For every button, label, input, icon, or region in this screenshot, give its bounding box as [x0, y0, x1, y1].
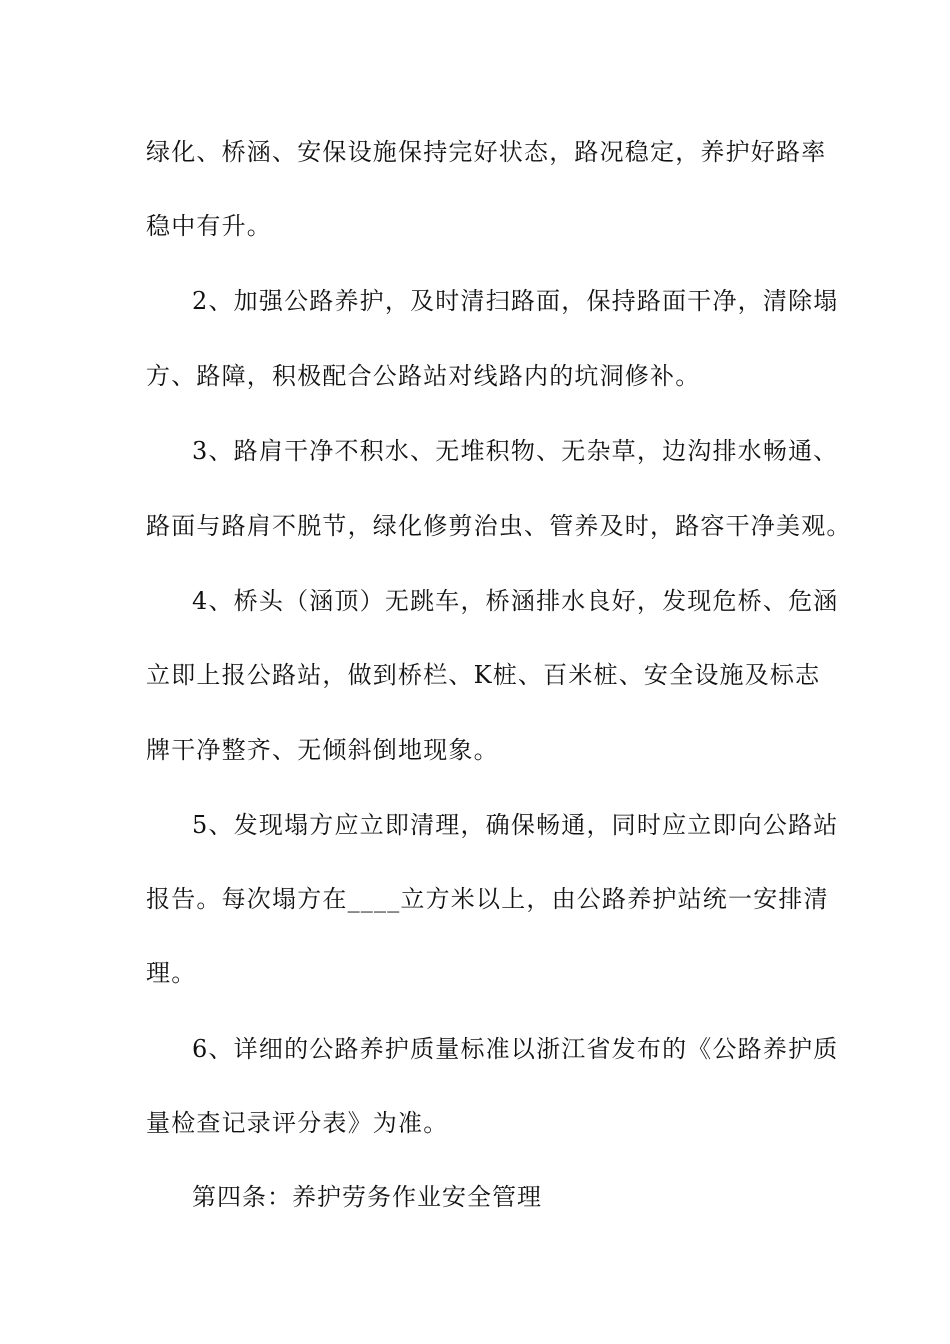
text-line: 5、发现塌方应立即清理，确保畅通，同时应立即向公路站 [192, 811, 839, 839]
text-line: 稳中有升。 [146, 212, 272, 240]
text-line: 报告。每次塌方在____立方米以上，由公路养护站统一安排清 [146, 885, 829, 913]
text-line: 6、详细的公路养护质量标准以浙江省发布的《公路养护质 [192, 1035, 839, 1063]
text-line: 立即上报公路站，做到桥栏、K桩、百米桩、安全设施及标志 [146, 661, 821, 689]
text-line: 量检查记录评分表》为准。 [146, 1109, 449, 1137]
text-line: 2、加强公路养护，及时清扫路面，保持路面干净，清除塌 [192, 287, 839, 315]
text-line: 方、路障，积极配合公路站对线路内的坑洞修补。 [146, 362, 701, 390]
text-line: 绿化、桥涵、安保设施保持完好状态，路况稳定，养护好路率 [146, 138, 827, 166]
text-line: 4、桥头（涵顶）无跳车，桥涵排水良好，发现危桥、危涵 [192, 587, 839, 615]
section-heading: 第四条：养护劳务作业安全管理 [192, 1183, 542, 1211]
text-line: 牌干净整齐、无倾斜倒地现象。 [146, 736, 499, 764]
text-line: 理。 [146, 959, 197, 987]
text-line: 路面与路肩不脱节，绿化修剪治虫、管养及时，路容干净美观。 [146, 512, 852, 540]
text-line: 3、路肩干净不积水、无堆积物、无杂草，边沟排水畅通、 [192, 437, 839, 465]
